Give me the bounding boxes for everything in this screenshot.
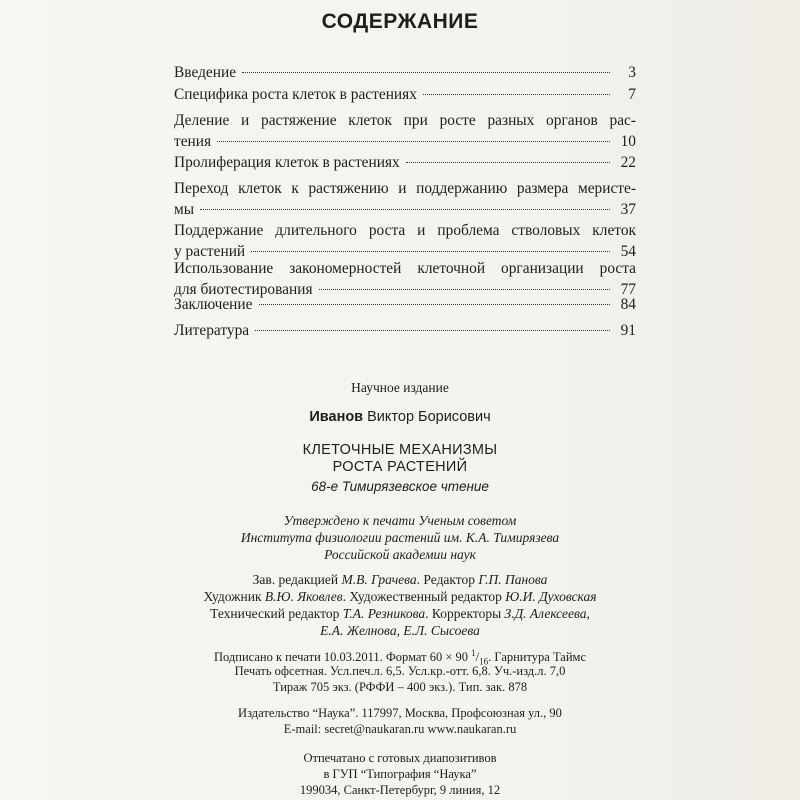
toc-entry	[174, 110, 636, 152]
editor-label: Зав. редакцией	[252, 572, 339, 587]
toc-entry-text: для биотестирования	[174, 281, 313, 298]
approved-line-2: Института физиологии растений им. К.А. Тимирязева	[240, 530, 560, 545]
approved-line-1: Утверждено к печати Ученым советом	[283, 513, 517, 528]
toc-entry-text: Деление и растяжение клеток при росте разных органов рас-	[174, 112, 636, 129]
toc-leader-dots	[200, 209, 610, 210]
toc-leader-dots	[251, 251, 610, 252]
toc-entry	[174, 220, 636, 262]
toc-page-number: 7	[628, 86, 636, 103]
tech-editor-label: Технический редактор	[210, 606, 340, 621]
printed-line-2: в ГУП “Типография “Наука”	[323, 767, 477, 781]
toc-page-number: 54	[620, 243, 636, 260]
redactor-label: . Редактор	[416, 572, 476, 587]
art-editor-name: Ю.И. Духовская	[505, 589, 597, 604]
toc-page-number: 91	[620, 322, 636, 339]
publisher-address: Издательство “Наука”. 117997, Москва, Профсоюзная ул., 90	[238, 706, 562, 720]
art-editor-label: . Художественный редактор	[342, 589, 502, 604]
toc-entry-text: у растений	[174, 243, 246, 260]
toc-leader-dots	[255, 330, 610, 331]
approved-line-3: Российской академии наук	[324, 547, 476, 562]
toc-entry	[174, 320, 636, 341]
toc-entry-text: мы	[174, 201, 195, 218]
book-title-line-1: КЛЕТОЧНЫЕ МЕХАНИЗМЫ	[302, 442, 498, 458]
book-subtitle: 68-е Тимирязевское чтение	[311, 479, 489, 494]
redactor-name: Г.П. Панова	[478, 572, 548, 587]
toc-entry-text: тения	[174, 133, 212, 150]
toc-entry-text: Заключение	[174, 296, 253, 313]
toc-leader-dots	[217, 141, 610, 142]
tech-editor-name: Т.А. Резникова	[342, 606, 426, 621]
toc-leader-dots	[319, 289, 610, 290]
toc-entry	[174, 178, 636, 220]
author-surname: Иванов	[309, 409, 364, 425]
print-details-3: Тираж 705 экз. (РФФИ – 400 экз.). Тип. зак. 878	[272, 680, 528, 694]
toc-page-number: 37	[620, 201, 636, 218]
toc-page-number: 3	[628, 64, 636, 81]
toc-page-number: 22	[620, 154, 636, 171]
artists-line	[0, 589, 800, 605]
toc-entry-text: Литература	[174, 322, 250, 339]
toc-entry	[174, 84, 636, 105]
toc-leader-dots	[242, 72, 610, 73]
editor-name: М.В. Грачева	[341, 572, 417, 587]
print-details-1b: . Гарнитура Таймс	[488, 650, 586, 665]
toc-entry	[174, 152, 636, 173]
toc-title: СОДЕРЖАНИЕ	[321, 10, 479, 33]
print-details-1: Подписано к печати 10.03.2011. Формат 60 × 90 $^1/_{16}$. Гарнитура Таймс	[214, 648, 586, 667]
tech-editor-line	[0, 606, 800, 622]
edition-type: Научное издание	[351, 380, 449, 395]
toc-entry-text: Пролиферация клеток в растениях	[174, 154, 400, 171]
print-details-1a: Подписано к печати 10.03.2011. Формат 60 × 90	[214, 650, 472, 665]
toc-entry-text: Переход клеток к растяжению и поддержанию размера меристе-	[174, 180, 636, 197]
toc-entry-text: Поддержание длительного роста и проблема стволовых клеток	[174, 222, 636, 239]
toc-entry	[174, 294, 636, 315]
toc-leader-dots	[423, 94, 610, 95]
editors-line	[0, 572, 800, 588]
publisher-contacts: E-mail: secret@naukaran.ru www.naukaran.ru	[283, 722, 517, 736]
correctors-names-1: З.Д. Алексеева,	[504, 606, 590, 621]
format-numerator: 1	[471, 648, 476, 658]
book-title-line-2: РОСТА РАСТЕНИЙ	[332, 459, 468, 475]
author	[0, 409, 800, 425]
toc-page-number: 10	[620, 133, 636, 150]
author-name: Виктор Борисович	[367, 409, 491, 425]
artist-label: Художник	[203, 589, 262, 604]
print-details-2: Печать офсетная. Усл.печ.л. 6,5. Усл.кр.-отт. 6,8. Уч.-изд.л. 7,0	[234, 664, 566, 678]
correctors-names-2: Е.А. Желнова, Е.Л. Сысоева	[320, 623, 480, 638]
toc-entry-text: Использование закономерностей клеточной организации роста	[174, 260, 636, 277]
toc-page-number: 77	[620, 281, 636, 298]
correctors-label: . Корректоры	[425, 606, 502, 621]
artist-name: В.Ю. Яковлев	[264, 589, 343, 604]
toc-entry-text: Специфика роста клеток в растениях	[174, 86, 417, 103]
toc-entry-text: Введение	[174, 64, 237, 81]
toc-page-number: 84	[620, 296, 636, 313]
printed-line-1: Отпечатано с готовых диапозитивов	[303, 751, 497, 765]
format-denominator: 16	[479, 656, 489, 667]
toc-leader-dots	[406, 162, 610, 163]
printed-line-3: 199034, Санкт-Петербург, 9 линия, 12	[299, 783, 501, 797]
toc-entry	[174, 62, 636, 83]
toc-leader-dots	[259, 304, 611, 305]
